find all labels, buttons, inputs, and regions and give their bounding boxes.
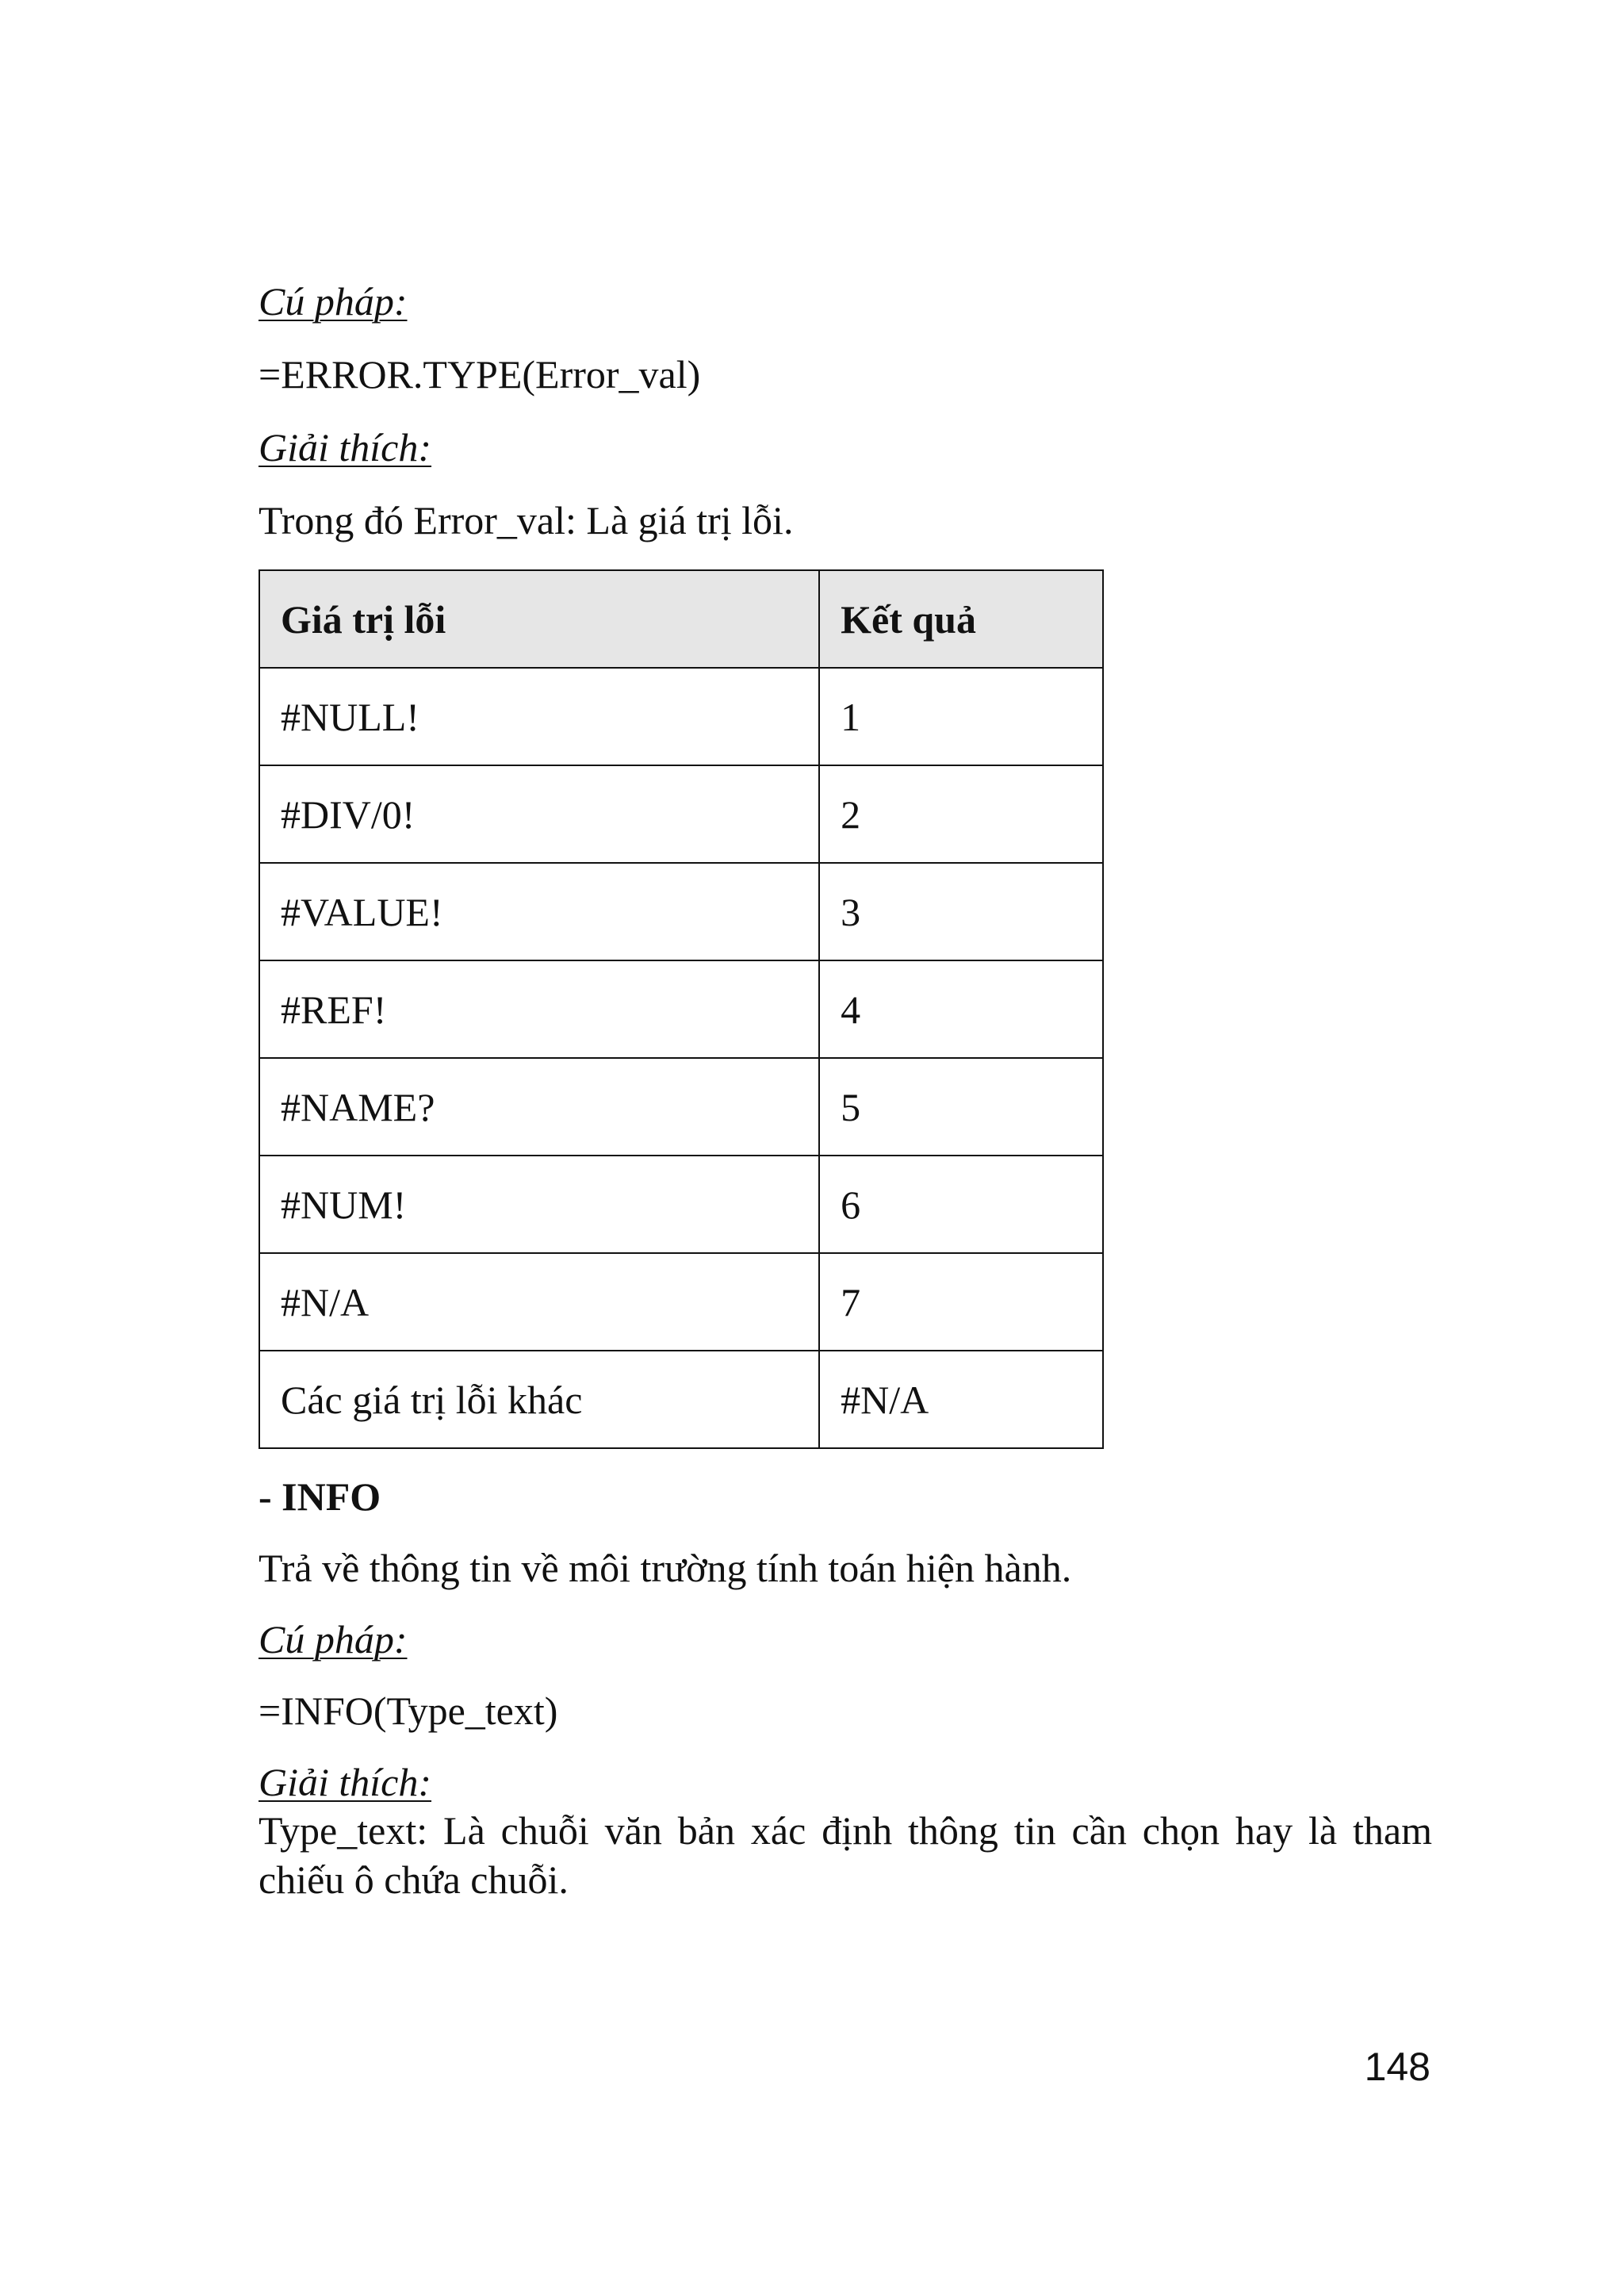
page-content	[259, 278, 1432, 1904]
table-cell: #NAME?	[259, 1058, 819, 1156]
table-row	[259, 1058, 1103, 1156]
info-description: Trả về thông tin về môi trường tính toán hiện hành.	[259, 1546, 1072, 1590]
table-cell: 1	[819, 668, 1103, 765]
info-syntax-formula: =INFO(Type_text)	[259, 1688, 558, 1733]
table-header-cell: Kết quả	[819, 570, 1103, 668]
info-syntax-label: Cú pháp:	[259, 1617, 408, 1662]
info-heading: - INFO	[259, 1474, 381, 1519]
error-type-table	[259, 569, 1104, 1449]
table-cell: Các giá trị lỗi khác	[259, 1351, 819, 1448]
table-row	[259, 1253, 1103, 1351]
table-cell: 3	[819, 863, 1103, 960]
table-cell: #N/A	[259, 1253, 819, 1351]
table-cell: #DIV/0!	[259, 765, 819, 863]
explain-label: Giải thích:	[259, 425, 432, 470]
explain-text: Trong đó Error_val: Là giá trị lỗi.	[259, 498, 794, 542]
syntax-formula: =ERROR.TYPE(Error_val)	[259, 352, 701, 397]
table-row	[259, 668, 1103, 765]
page-number: 148	[1364, 2045, 1431, 2089]
table-cell: 5	[819, 1058, 1103, 1156]
table-cell: #REF!	[259, 960, 819, 1058]
syntax-label: Cú pháp:	[259, 279, 408, 324]
table-cell: 2	[819, 765, 1103, 863]
table-cell: 7	[819, 1253, 1103, 1351]
info-explain-label: Giải thích:	[259, 1760, 432, 1804]
table-row	[259, 960, 1103, 1058]
table-row	[259, 765, 1103, 863]
table-cell: #VALUE!	[259, 863, 819, 960]
table-row	[259, 1351, 1103, 1448]
info-explain-text: Type_text: Là chuỗi văn bản xác định thông tin cần chọn hay là tham chiếu ô chứa chuỗi.	[259, 1808, 1432, 1902]
table-cell: 6	[819, 1156, 1103, 1253]
table-header-row	[259, 570, 1103, 668]
table-row	[259, 1156, 1103, 1253]
table-cell: #NULL!	[259, 668, 819, 765]
table-cell: #N/A	[819, 1351, 1103, 1448]
table-header-cell: Giá trị lỗi	[259, 570, 819, 668]
table-cell: 4	[819, 960, 1103, 1058]
table-row	[259, 863, 1103, 960]
table-cell: #NUM!	[259, 1156, 819, 1253]
